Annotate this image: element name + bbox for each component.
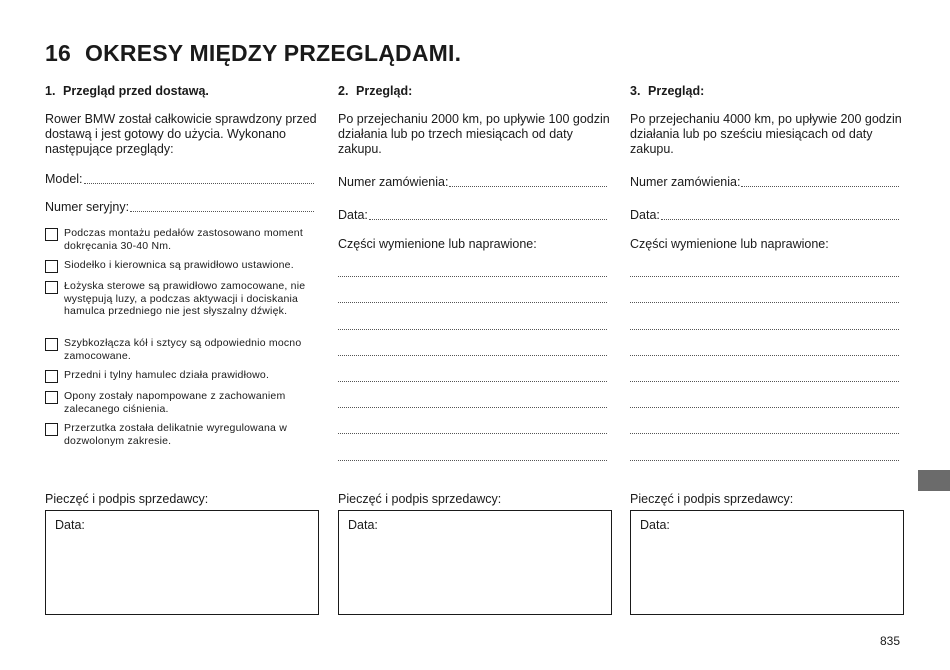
checkbox[interactable] — [45, 423, 58, 436]
parts-dotted-line[interactable] — [338, 433, 607, 434]
order-number-field[interactable] — [630, 175, 899, 190]
checkbox[interactable] — [45, 338, 58, 351]
parts-dotted-line[interactable] — [630, 302, 899, 303]
order-number-dotted-line — [449, 186, 607, 187]
date-label: Data: — [630, 208, 660, 222]
date-label: Data: — [338, 208, 368, 222]
parts-dotted-line[interactable] — [338, 407, 607, 408]
chapter-number: 16 — [45, 40, 71, 66]
parts-dotted-line[interactable] — [630, 407, 899, 408]
column-heading — [45, 84, 319, 100]
signature-date-label: Data: — [348, 518, 378, 532]
serial-number-field[interactable] — [45, 200, 314, 215]
heading-number: 1. — [45, 84, 56, 98]
check-item — [45, 259, 316, 273]
parts-dotted-line[interactable] — [338, 276, 607, 277]
check-item — [45, 227, 316, 252]
page-number: 835 — [880, 634, 901, 648]
date-dotted-line — [661, 219, 899, 220]
model-label: Model: — [45, 172, 83, 186]
heading-number: 2. — [338, 84, 349, 98]
parts-dotted-line[interactable] — [630, 276, 899, 277]
dealer-signature-box[interactable] — [45, 510, 319, 615]
page-title — [45, 40, 461, 67]
model-dotted-line — [84, 183, 314, 184]
parts-dotted-line[interactable] — [630, 329, 899, 330]
checkbox[interactable] — [45, 370, 58, 383]
order-number-dotted-line — [741, 186, 899, 187]
check-text: Przedni i tylny hamulec działa prawidłowo. — [64, 369, 270, 381]
parts-dotted-line[interactable] — [338, 329, 607, 330]
heading-text: Przegląd: — [356, 84, 413, 98]
column-heading — [630, 84, 904, 100]
serial-number-dotted-line — [130, 211, 314, 212]
column-heading — [338, 84, 612, 100]
dealer-signature-label: Pieczęć i podpis sprzedawcy: — [45, 492, 209, 506]
check-text: Przerzutka została delikatnie wyregulowana w dozwolonym zakresie. — [64, 422, 287, 447]
intro-text: Rower BMW został całkowicie sprawdzony przed dostawą i jest gotowy do użycia. Wykonano następujące przeglądy: — [45, 112, 317, 156]
dealer-signature-label: Pieczęć i podpis sprzedawcy: — [630, 492, 794, 506]
date-field[interactable] — [338, 208, 607, 223]
column-service-2 — [338, 84, 612, 251]
date-dotted-line — [369, 219, 607, 220]
parts-label: Części wymienione lub naprawione: — [338, 237, 537, 251]
parts-dotted-line[interactable] — [630, 460, 899, 461]
parts-dotted-line[interactable] — [338, 355, 607, 356]
parts-dotted-line[interactable] — [630, 355, 899, 356]
checkbox[interactable] — [45, 228, 58, 241]
parts-label: Części wymienione lub naprawione: — [630, 237, 829, 251]
parts-dotted-line[interactable] — [338, 460, 607, 461]
check-item — [45, 280, 316, 318]
signature-date-label: Data: — [640, 518, 670, 532]
heading-number: 3. — [630, 84, 641, 98]
date-field[interactable] — [630, 208, 899, 223]
parts-dotted-line[interactable] — [630, 381, 899, 382]
check-item — [45, 422, 316, 447]
dealer-signature-box[interactable] — [338, 510, 612, 615]
model-field[interactable] — [45, 172, 314, 187]
chapter-tab-marker — [918, 470, 950, 491]
checkbox[interactable] — [45, 281, 58, 294]
column-service-3 — [630, 84, 904, 251]
check-text: Szybkozłącza kół i sztycy są odpowiednio mocno zamocowane. — [64, 337, 302, 362]
check-item — [45, 390, 316, 415]
check-item — [45, 369, 316, 383]
dealer-signature-box[interactable] — [630, 510, 904, 615]
intro-text: Po przejechaniu 4000 km, po upływie 200 godzin działania lub po sześciu miesiącach od daty zakupu. — [630, 112, 902, 156]
order-number-label: Numer zamówienia: — [338, 175, 449, 189]
signature-date-label: Data: — [55, 518, 85, 532]
order-number-field[interactable] — [338, 175, 607, 190]
column-pre-delivery — [45, 84, 319, 447]
check-text: Siodełko i kierownica są prawidłowo ustawione. — [64, 259, 294, 271]
check-text: Opony zostały napompowane z zachowaniem zalecanego ciśnienia. — [64, 390, 286, 415]
parts-dotted-line[interactable] — [630, 433, 899, 434]
chapter-title: OKRESY MIĘDZY PRZEGLĄDAMI. — [85, 40, 462, 66]
heading-text: Przegląd: — [648, 84, 705, 98]
parts-dotted-line[interactable] — [338, 302, 607, 303]
dealer-signature-label: Pieczęć i podpis sprzedawcy: — [338, 492, 502, 506]
checkbox[interactable] — [45, 260, 58, 273]
serial-number-label: Numer seryjny: — [45, 200, 130, 214]
check-item — [45, 337, 316, 362]
heading-text: Przegląd przed dostawą. — [63, 84, 209, 98]
check-text: Podczas montażu pedałów zastosowano moment dokręcania 30-40 Nm. — [64, 227, 303, 252]
checkbox[interactable] — [45, 391, 58, 404]
check-text: Łożyska sterowe są prawidłowo zamocowane, nie występują luzy, a podczas aktywacji i dociskania hamulca przedniego nie jest słyszalny dźwięk. — [64, 280, 306, 317]
order-number-label: Numer zamówienia: — [630, 175, 741, 189]
intro-text: Po przejechaniu 2000 km, po upływie 100 godzin działania lub po trzech miesiącach od daty zakupu. — [338, 112, 610, 156]
parts-dotted-line[interactable] — [338, 381, 607, 382]
